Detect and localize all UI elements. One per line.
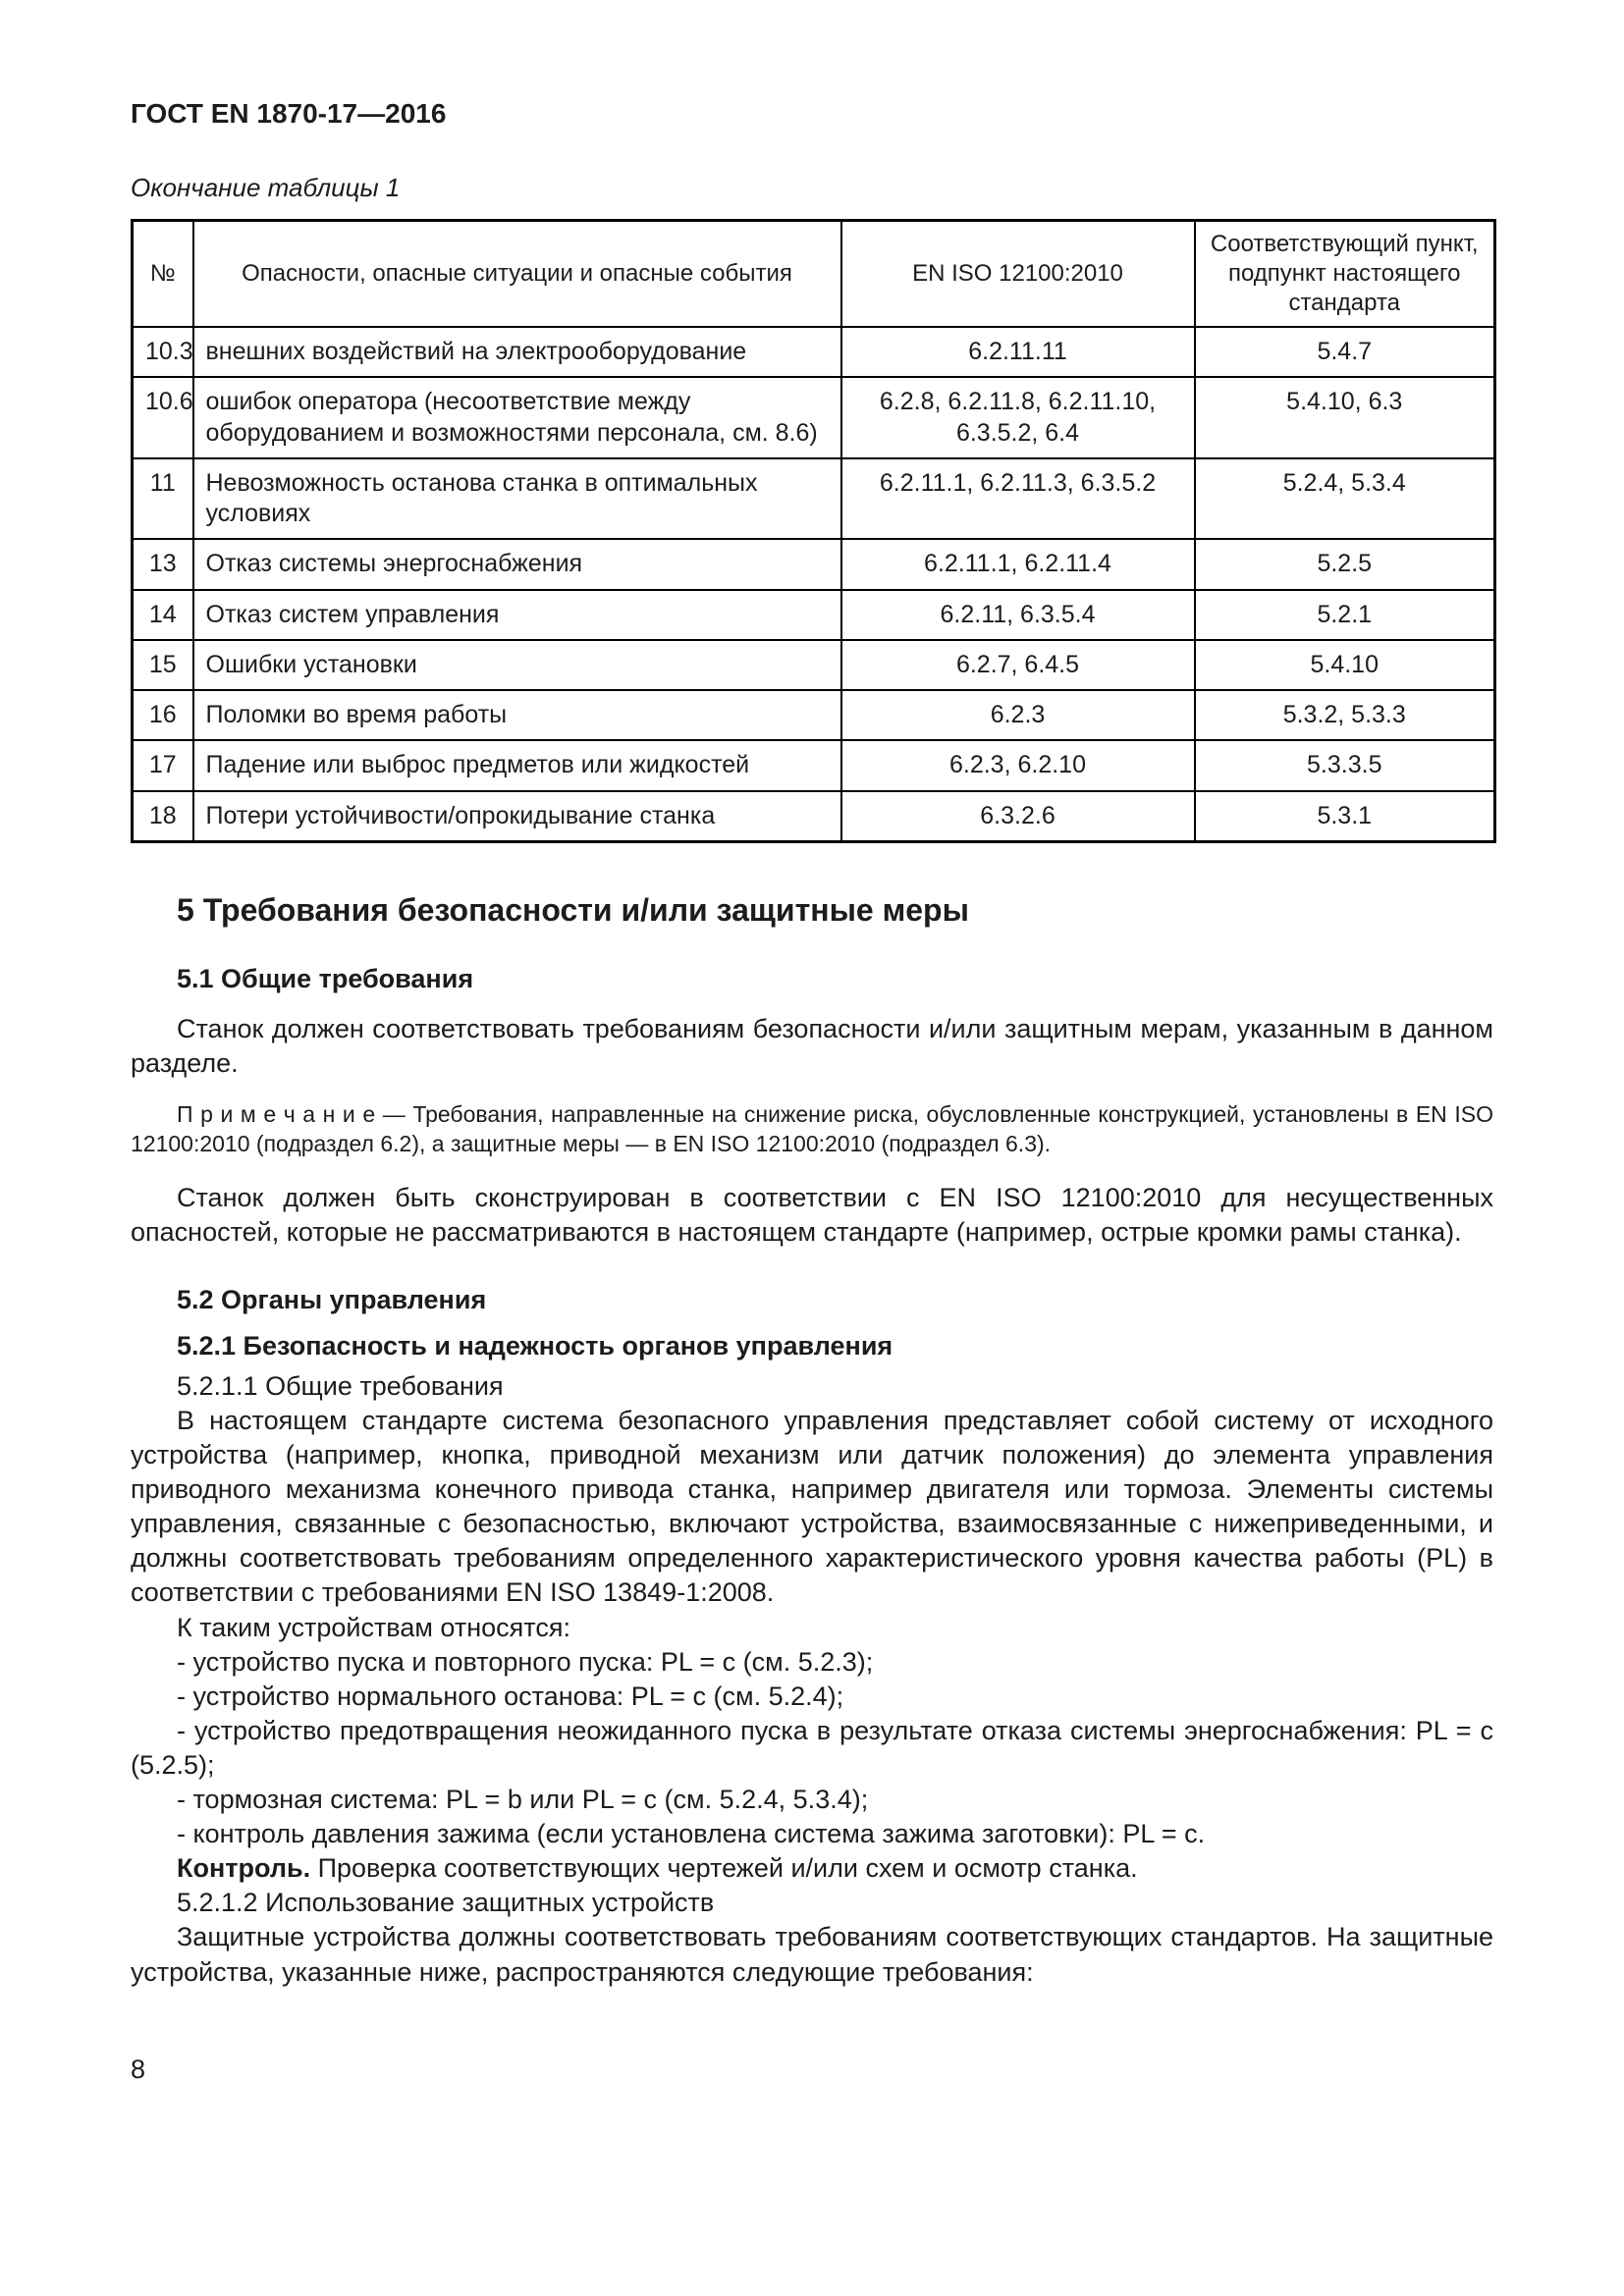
control-check-paragraph [131,1851,1493,1886]
page-number: 8 [131,2054,146,2084]
hazard-cell: внешних воздействий на электрооборудование [193,327,841,377]
section-5-2-1-title: 5.2.1 Безопасность и надежность органов управления [177,1330,893,1361]
table-row [133,539,1495,589]
eniso-cell: 6.2.8, 6.2.11.8, 6.2.11.10, 6.3.5.2, 6.4 [841,377,1195,458]
table-row [133,458,1495,540]
eniso-cell: 6.2.7, 6.4.5 [841,640,1195,690]
hazard-cell: Невозможность останова станка в оптимальных условиях [193,458,841,540]
row-number-cell: 10.3 [133,327,193,377]
clause-cell: 5.4.10 [1195,640,1495,690]
device-list-item: - устройство нормального останова: PL = c (см. 5.2.4); [177,1681,844,1711]
hazards-table [131,219,1496,843]
eniso-cell: 6.2.3, 6.2.10 [841,740,1195,790]
col-number-header: № [133,221,193,328]
section-5-2-title: 5.2 Органы управления [177,1284,487,1314]
section-5-title: 5 Требования безопасности и/или защитные меры [177,891,969,928]
control-check-label: Контроль. [177,1853,311,1884]
clause-cell: 5.2.5 [1195,539,1495,589]
table-row [133,590,1495,640]
col-clause-header: Соответствующий пункт, подпункт настоящего стандарта [1195,221,1495,328]
device-list-intro: К таким устройствам относятся: [177,1612,570,1642]
table-header-row [133,221,1495,328]
paragraph-5-2-1-2: Защитные устройства должны соответствовать требованиям соответствующих стандартов. На защитные устройства, указанные ниже, распространяются следующие требования: [131,1922,1493,1987]
eniso-cell: 6.2.11, 6.3.5.4 [841,590,1195,640]
row-number-cell: 13 [133,539,193,589]
hazard-cell: Ошибки установки [193,640,841,690]
table-caption: Окончание таблицы 1 [131,173,401,202]
eniso-cell: 6.2.11.1, 6.2.11.4 [841,539,1195,589]
table-row [133,791,1495,842]
clause-cell: 5.4.7 [1195,327,1495,377]
hazard-cell: Падение или выброс предметов или жидкостей [193,740,841,790]
note-paragraph: П р и м е ч а н и е — Требования, направленные на снижение риска, обусловленные конструкцией, установлены в EN ISO 12100:2010 (подраздел 6.2), а защитные меры — в EN ISO 12100:2010 (подраздел 6.3). [131,1100,1493,1156]
device-list-item: - устройство пуска и повторного пуска: PL = c (см. 5.2.3); [177,1646,874,1677]
row-number-cell: 18 [133,791,193,842]
table-row [133,690,1495,740]
table-row [133,740,1495,790]
document-header: ГОСТ EN 1870-17—2016 [131,98,447,129]
clause-cell: 5.3.1 [1195,791,1495,842]
section-5-1-title: 5.1 Общие требования [177,963,474,993]
row-number-cell: 16 [133,690,193,740]
clause-cell: 5.2.1 [1195,590,1495,640]
clause-cell: 5.3.2, 5.3.3 [1195,690,1495,740]
paragraph-5-1-design: Станок должен быть сконструирован в соответствии с EN ISO 12100:2010 для несущественных опасностей, которые не рассматриваются в настоящем стандарте (например, острые кромки рамы станка). [131,1182,1493,1247]
row-number-cell: 17 [133,740,193,790]
clause-cell: 5.4.10, 6.3 [1195,377,1495,458]
hazard-cell: Поломки во время работы [193,690,841,740]
row-number-cell: 15 [133,640,193,690]
hazard-cell: Отказ систем управления [193,590,841,640]
col-eniso-header: EN ISO 12100:2010 [841,221,1195,328]
table-row [133,327,1495,377]
clause-cell: 5.3.3.5 [1195,740,1495,790]
row-number-cell: 11 [133,458,193,540]
hazard-cell: Отказ системы энергоснабжения [193,539,841,589]
section-5-2-1-1-title: 5.2.1.1 Общие требования [177,1370,504,1401]
table-row [133,377,1495,458]
eniso-cell: 6.2.3 [841,690,1195,740]
eniso-cell: 6.3.2.6 [841,791,1195,842]
device-list-item: - контроль давления зажима (если установлена система зажима заготовки): PL = c. [177,1819,1206,1849]
device-list-item: - устройство предотвращения неожиданного пуска в результате отказа системы энергоснабжения: PL = c (5.2.5); [131,1715,1493,1780]
row-number-cell: 10.6 [133,377,193,458]
clause-cell: 5.2.4, 5.3.4 [1195,458,1495,540]
device-list-item: - тормозная система: PL = b или PL = c (см. 5.2.4, 5.3.4); [177,1785,869,1815]
table-row [133,640,1495,690]
hazard-cell: Потери устойчивости/опрокидывание станка [193,791,841,842]
col-hazards-header: Опасности, опасные ситуации и опасные события [193,221,841,328]
paragraph-5-2-1-1-main: В настоящем стандарте система безопасного управления представляет собой систему от исходного устройства (например, кнопка, приводной механизм или датчик положения) до элемента управления приводного механизма конечного привода станка, например двигателя или тормоза. Элементы системы управления, связанные с безопасностью, включают устройства, взаимосвязанные с нижеприведенными, и должны соответствовать требованиям определенного характеристического уровня качества работы (PL) в соответствии с требованиями EN ISO 13849-1:2008. [131,1406,1493,1608]
paragraph-5-1-general: Станок должен соответствовать требованиям безопасности и/или защитным мерам, указанным в данном разделе. [131,1013,1493,1078]
eniso-cell: 6.2.11.11 [841,327,1195,377]
hazard-cell: ошибок оператора (несоответствие между оборудованием и возможностями персонала, см. 8.6) [193,377,841,458]
row-number-cell: 14 [133,590,193,640]
control-check-text: Проверка соответствующих чертежей и/или схем и осмотр станка. [310,1853,1138,1884]
eniso-cell: 6.2.11.1, 6.2.11.3, 6.3.5.2 [841,458,1195,540]
section-5-2-1-2-title: 5.2.1.2 Использование защитных устройств [177,1888,715,1918]
